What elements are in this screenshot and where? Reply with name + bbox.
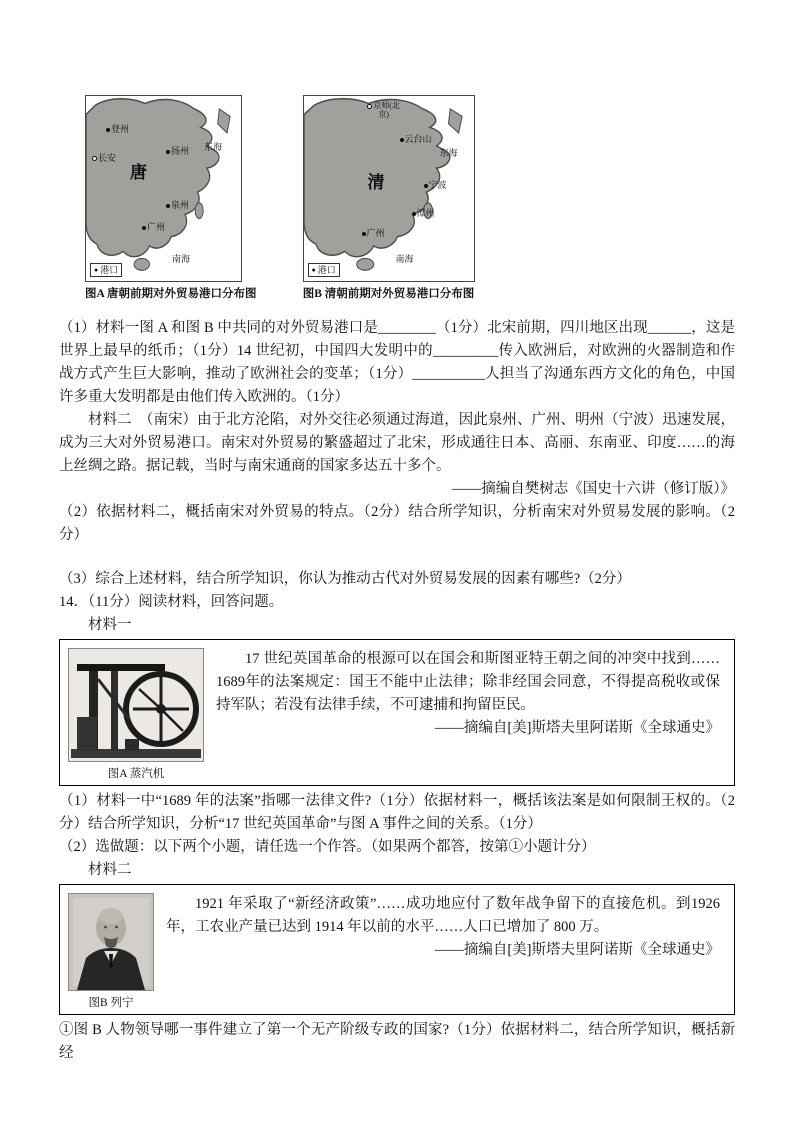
q14-material-2-source: ——摘编自[美]斯塔夫里阿诺斯《全球通史》 (434, 942, 720, 958)
q14-material-1-box (59, 639, 735, 786)
map-a-caption: 图A 唐朝前期对外贸易港口分布图 (85, 288, 257, 300)
map-a-label-changan: 长安 (92, 153, 116, 163)
q14-question-1: （1）材料一中“1689 年的法案”指哪一法律文件?（1分）依据材料一，概括该法案是如何限制王权的。（2分）结合所学知识，分析“17 世纪英国革命”与图 A 事件之间的关系。（1分） (59, 793, 735, 832)
q14-material-1-text: 17 世纪英国革命的根源可以在国会和斯图亚特王朝之间的冲突中找到……1689年的法案规定：国王不能中止法律；除非经国会同意，不得提高税收或保持军队；若没有法律手续，不可逮捕和拘留臣民。 (216, 651, 720, 713)
q13-question-3: （3）综合上述材料，结合所学知识，你认为推动古代对外贸易发展的因素有哪些?（2分） (59, 571, 631, 587)
map-b-label-ningbo: 宁波 (424, 180, 447, 190)
map-a-dynasty-label: 唐 (130, 163, 147, 182)
map-b-legend (308, 263, 340, 277)
q14-material-2-image-cell (60, 885, 162, 1014)
q13-material-2: 材料二 （南宋）由于北方沦陷，对外交往必须通过海道，因此泉州、广州、明州（宁波）迅速发展，成为三大对外贸易港口。南宋对外贸易的繁盛超过了北宋，形成通往日本、高丽、东南亚、印度……的海上丝绸之路。据记载，当时与南宋通商的国家多达五十多个。 (59, 412, 735, 474)
map-a-label-guangzhou: 广州 (142, 222, 165, 232)
map-b-caption: 图B 清朝前期对外贸易港口分布图 (302, 288, 475, 300)
q13-question-1: （1）材料一图 A 和图 B 中共同的对外贸易港口是________（1分）北宋前期，四川地区出现______，这是世界上最早的纸币；（1分）14 世纪初，中国四大发明中的_________传入欧洲后，对欧洲的火器制造和作战方式产生巨大影响，推动了欧洲社会的变革；（1分）__________人担当了沟通东西方文化的角色，中国许多重大发明都是由他们传入欧洲的。（1分） (59, 320, 735, 405)
q14-material-1-label: 材料一 (88, 617, 132, 633)
q14-heading: 14．（11分）阅读材料，回答问题。 (59, 594, 284, 610)
map-b-label-guangzhou: 广州 (362, 228, 385, 238)
map-b-label-nanhai-sea: 南海 (395, 254, 414, 264)
q14-material-2-text-cell (162, 885, 734, 1014)
q14-material-2-box (59, 884, 735, 1015)
lenin-caption: 图B 列宁 (88, 997, 134, 1009)
map-b (303, 95, 475, 282)
q13-material-2-source: ——摘编自樊树志《国史十六讲（修订版）》 (452, 481, 735, 497)
map-a-label-donghai-sea: 东海 (204, 142, 223, 152)
steam-engine-image (68, 648, 204, 762)
q14-material-1-source: ——摘编自[美]斯塔夫里阿诺斯《全球通史》 (434, 720, 720, 736)
maps-row (85, 95, 735, 301)
q14-material-1-image-cell (60, 640, 212, 785)
q13-question-2: （2）依据材料二，概括南宋对外贸易的特点。（2分）结合所学知识，分析南宋对外贸易发展的影响。（2分） (59, 504, 735, 543)
map-a-label-quanzhou: 泉州 (166, 200, 189, 210)
steam-engine-caption: 图A 蒸汽机 (107, 768, 165, 780)
lenin-portrait-graphic (69, 894, 153, 990)
map-b-label-jingshi: 京师(北京) (366, 101, 402, 119)
map-a-legend (90, 263, 122, 277)
map-a-label-nanhai-sea: 南海 (172, 254, 191, 264)
china-map-graphic-qing (304, 96, 474, 281)
map-a-label-yangzhou: 扬州 (166, 146, 189, 156)
map-a (85, 95, 242, 282)
map-b-legend-label: 港口 (317, 265, 336, 275)
map-b-label-zhangzhou: 漳州 (412, 208, 435, 218)
q14-subquestion-1: ①图 B 人物领导哪一事件建立了第一个无产阶级专政的国家?（1分）依据材料二，结合所学知识，概括新经 (59, 1022, 735, 1061)
q14-material-2-label: 材料二 (88, 862, 132, 878)
q14-material-2-text: 1921 年采取了“新经济政策”……成功地应付了数年战争留下的直接危机。到1926 年，工农业产量已达到 1914 年以前的水平……人口已增加了 800 万。 (166, 896, 720, 935)
map-b-label-yuntaishan: 云台山 (400, 134, 432, 144)
port-marker-icon: ● (311, 266, 316, 274)
map-figure-a (85, 95, 257, 301)
map-a-label-dengzhou: 登州 (106, 124, 129, 134)
lenin-portrait-image (68, 893, 154, 991)
map-figure-b (303, 95, 475, 301)
q14-question-2: （2）选做题：以下两个小题，请任选一个作答。（如果两个都答，按第①小题计分） (59, 839, 596, 855)
map-a-legend-label: 港口 (100, 265, 119, 275)
port-marker-icon: ● (94, 266, 99, 274)
map-b-label-donghai-sea: 东海 (439, 148, 458, 158)
map-b-dynasty-label: 清 (367, 173, 385, 192)
q14-material-1-text-cell (212, 640, 734, 785)
steam-engine-graphic (69, 649, 203, 761)
